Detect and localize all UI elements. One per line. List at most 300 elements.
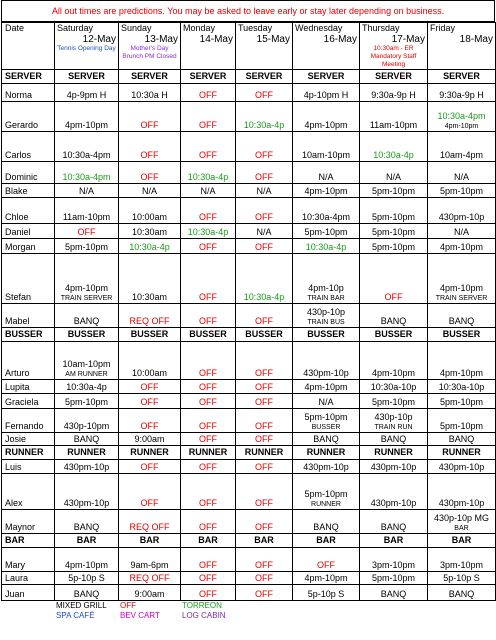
table-row — [2, 433, 496, 446]
shift-cell — [55, 433, 119, 446]
employee-name: Alex — [2, 474, 55, 510]
shift-text: 4p-10pm H — [303, 90, 349, 100]
shift-text: OFF — [77, 227, 96, 237]
shift-cell — [55, 239, 119, 254]
shift-text: 9am-6pm — [130, 560, 169, 570]
shift-cell — [428, 380, 496, 394]
shift-text: OFF — [255, 368, 273, 378]
shift-cell — [181, 510, 236, 534]
shift-cell — [119, 394, 181, 409]
shift-text: 4pm-10pm — [439, 368, 484, 378]
shift-cell — [293, 510, 360, 534]
shift-cell — [181, 460, 236, 474]
shift-text: 10:30a-4pm — [437, 111, 486, 121]
shift-text: N/A — [78, 186, 94, 196]
shift-text: OFF — [199, 522, 217, 532]
legend-bev-cart: BEV CART — [120, 611, 160, 620]
shift-cell — [119, 84, 181, 102]
day-name: Friday — [430, 23, 456, 33]
shift-cell — [360, 433, 428, 446]
section-row — [2, 534, 496, 548]
shift-text: OFF — [255, 316, 273, 326]
shift-cell — [236, 184, 293, 198]
shift-text: 5p-10p S — [443, 573, 480, 583]
shift-text: OFF — [255, 522, 273, 532]
table-row — [2, 162, 496, 184]
shift-cell — [181, 239, 236, 254]
shift-text: BANQ — [448, 589, 475, 599]
table-row — [2, 239, 496, 254]
shift-cell — [181, 102, 236, 132]
shift-text: 430pm-10p — [438, 498, 485, 508]
shift-text: 4pm-10pm — [304, 573, 348, 583]
shift-text: OFF — [199, 397, 217, 407]
shift-cell — [428, 572, 496, 585]
shift-text: BANQ — [73, 589, 100, 599]
shift-text: 4p-9pm H — [66, 90, 107, 100]
header-row — [2, 23, 496, 70]
shift-text: OFF — [199, 573, 217, 583]
shift-cell — [236, 132, 293, 162]
section-cell: BUSSER — [55, 328, 119, 342]
shift-text: 10:30a-4pm — [62, 150, 111, 160]
shift-cell — [236, 162, 293, 184]
employee-name: Maynor — [2, 510, 55, 534]
employee-name: Gerardo — [2, 102, 55, 132]
employee-name: Carlos — [2, 132, 55, 162]
table-row — [2, 342, 496, 380]
shift-text: 9:00am — [134, 434, 165, 444]
section-row — [2, 328, 496, 342]
shift-text: BANQ — [313, 522, 339, 532]
shift-cell — [293, 239, 360, 254]
employee-name: Arturo — [2, 342, 55, 380]
shift-text: 10:30a-4pm — [301, 212, 351, 222]
shift-text: OFF — [199, 90, 217, 100]
shift-text: 11am-10pm — [62, 212, 111, 222]
shift-text: N/A — [256, 227, 272, 237]
section-cell: SERVER — [181, 70, 236, 84]
shift-cell — [360, 102, 428, 132]
section-cell: BAR — [181, 534, 236, 548]
shift-cell — [428, 254, 496, 304]
shift-text: 10:30a-4pm — [62, 172, 111, 182]
shift-text: 10am-10pm — [301, 150, 351, 160]
table-row — [2, 394, 496, 409]
shift-text: 4pm-10pm — [64, 120, 109, 130]
day-note: Mother's Day Brunch PM Closed — [122, 45, 177, 60]
shift-cell — [55, 342, 119, 380]
shift-text: BANQ — [313, 434, 339, 444]
shift-cell — [55, 132, 119, 162]
shift-note: TRAIN RUN — [374, 424, 413, 431]
shift-cell — [360, 380, 428, 394]
shift-text: 9:30a-9p H — [371, 90, 416, 100]
shift-text: 430p-10p — [374, 412, 413, 422]
section-label: BUSSER — [2, 328, 55, 342]
shift-text: 10:30a-4p — [187, 172, 229, 182]
shift-cell — [236, 304, 293, 328]
shift-text: 5pm-10pm — [304, 227, 348, 237]
day-header — [428, 23, 496, 70]
employee-name: Chloe — [2, 198, 55, 224]
shift-text: 10:30a-4p — [187, 227, 229, 237]
shift-text: 10:30am — [131, 227, 168, 237]
shift-text: OFF — [255, 421, 273, 431]
shift-text: 4pm-10p — [308, 283, 344, 293]
shift-text: OFF — [255, 560, 273, 570]
day-date: 14-May — [199, 34, 233, 45]
employee-name: Fernando — [2, 409, 55, 433]
day-date: 13-May — [144, 34, 178, 45]
section-cell: RUNNER — [55, 446, 119, 460]
section-row — [2, 70, 496, 84]
shift-note: TRAIN SERVER — [435, 295, 488, 302]
shift-cell — [236, 460, 293, 474]
shift-cell — [428, 198, 496, 224]
legend-mixed-grill: MIXED GRILL — [56, 601, 107, 610]
shift-cell — [181, 84, 236, 102]
shift-cell — [55, 184, 119, 198]
shift-cell — [236, 224, 293, 239]
shift-cell — [293, 84, 360, 102]
shift-text: 10:30a-10p — [370, 382, 417, 392]
shift-cell — [55, 585, 119, 601]
shift-text: 10:00am — [131, 368, 168, 378]
shift-text: 430p-10p MG — [433, 513, 490, 523]
legend-log-cabin: LOG CABIN — [182, 611, 226, 620]
shift-cell — [360, 239, 428, 254]
shift-text: 5pm-10pm — [304, 412, 348, 422]
day-name: Monday — [183, 23, 216, 33]
employee-name: Luis — [2, 460, 55, 474]
shift-cell — [55, 394, 119, 409]
shift-cell — [236, 474, 293, 510]
shift-cell — [55, 510, 119, 534]
shift-cell — [181, 585, 236, 601]
shift-text: 5p-10p S — [307, 589, 345, 599]
shift-text: 5pm-10pm — [304, 489, 348, 499]
section-cell: BAR — [119, 534, 181, 548]
shift-cell — [293, 394, 360, 409]
shift-cell — [119, 548, 181, 572]
shift-text: 4pm-10pm — [371, 368, 416, 378]
shift-text: OFF — [199, 434, 217, 444]
shift-cell — [55, 304, 119, 328]
shift-cell — [119, 460, 181, 474]
shift-cell — [236, 510, 293, 534]
shift-cell — [236, 572, 293, 585]
shift-note: 4pm-10pm — [444, 123, 479, 130]
shift-text: BANQ — [380, 589, 407, 599]
employee-name: Mabel — [2, 304, 55, 328]
section-cell: SERVER — [236, 70, 293, 84]
shift-cell — [119, 409, 181, 433]
shift-text: 10:30a-4p — [305, 242, 347, 252]
shift-cell — [55, 409, 119, 433]
day-date: 16-May — [323, 34, 357, 45]
shift-cell — [428, 474, 496, 510]
shift-cell — [119, 162, 181, 184]
shift-cell — [360, 84, 428, 102]
table-row — [2, 184, 496, 198]
shift-text: OFF — [199, 498, 217, 508]
section-cell: SERVER — [55, 70, 119, 84]
shift-cell — [360, 198, 428, 224]
shift-cell — [55, 254, 119, 304]
shift-cell — [293, 572, 360, 585]
shift-cell — [360, 548, 428, 572]
shift-text: 5pm-10pm — [371, 397, 416, 407]
shift-text: 430pm-10p — [63, 462, 110, 472]
day-note: 10:30am - ER Mandatory Staff Meeting — [370, 45, 417, 68]
shift-text: 5pm-10pm — [64, 242, 109, 252]
shift-text: 10:30a-4p — [243, 120, 285, 130]
shift-text: OFF — [140, 150, 159, 160]
shift-text: 10:30a H — [131, 90, 168, 100]
shift-cell — [236, 394, 293, 409]
shift-text: 10:30a-4p — [243, 292, 285, 302]
shift-text: OFF — [384, 292, 403, 302]
shift-cell — [428, 84, 496, 102]
shift-cell — [119, 474, 181, 510]
shift-cell — [55, 198, 119, 224]
shift-text: 5pm-10pm — [439, 421, 484, 431]
shift-text: OFF — [140, 421, 159, 431]
shift-cell — [428, 460, 496, 474]
shift-text: 5pm-10pm — [371, 186, 416, 196]
shift-cell — [360, 510, 428, 534]
shift-text: N/A — [453, 172, 469, 182]
employee-name: Mary — [2, 548, 55, 572]
shift-cell — [428, 585, 496, 601]
shift-cell — [293, 342, 360, 380]
shift-note: TRAIN SERVER — [60, 295, 113, 302]
shift-cell — [428, 342, 496, 380]
shift-cell — [55, 102, 119, 132]
shift-cell — [119, 585, 181, 601]
shift-cell — [181, 474, 236, 510]
shift-text: OFF — [140, 172, 159, 182]
shift-cell — [55, 380, 119, 394]
shift-text: 10:00am — [131, 212, 168, 222]
day-header — [119, 23, 181, 70]
shift-cell — [360, 394, 428, 409]
shift-text: 430pm-10p — [438, 462, 485, 472]
shift-text: N/A — [318, 397, 334, 407]
shift-text: BANQ — [73, 316, 100, 326]
shift-cell — [293, 409, 360, 433]
day-date: 18-May — [459, 34, 493, 45]
shift-cell — [293, 474, 360, 510]
shift-cell — [360, 254, 428, 304]
shift-text: N/A — [453, 227, 469, 237]
shift-cell — [360, 132, 428, 162]
shift-text: OFF — [255, 434, 273, 444]
shift-cell — [236, 409, 293, 433]
shift-text: REQ OFF — [129, 522, 170, 532]
legend-spa-cafe: SPA CAFÉ — [56, 611, 95, 620]
employee-name: Blake — [2, 184, 55, 198]
day-date: 17-May — [391, 34, 425, 45]
shift-text: N/A — [141, 186, 157, 196]
shift-text: OFF — [199, 421, 217, 431]
shift-cell — [119, 342, 181, 380]
table-row — [2, 409, 496, 433]
shift-text: REQ OFF — [129, 573, 170, 583]
shift-cell — [181, 304, 236, 328]
shift-cell — [293, 380, 360, 394]
section-cell: BAR — [55, 534, 119, 548]
shift-cell — [428, 224, 496, 239]
shift-note: TRAIN BAR — [307, 295, 345, 302]
employee-name: Juan — [2, 585, 55, 601]
shift-text: 430pm-10p — [438, 212, 485, 222]
shift-text: OFF — [255, 498, 273, 508]
shift-cell — [428, 409, 496, 433]
section-cell: BUSSER — [293, 328, 360, 342]
section-cell: RUNNER — [293, 446, 360, 460]
shift-cell — [236, 84, 293, 102]
section-cell: RUNNER — [360, 446, 428, 460]
shift-cell — [236, 380, 293, 394]
shift-text: 10:30a-4p — [129, 242, 170, 252]
day-date: 15-May — [256, 34, 290, 45]
shift-cell — [293, 224, 360, 239]
shift-text: N/A — [318, 172, 334, 182]
shift-cell — [119, 572, 181, 585]
shift-cell — [119, 198, 181, 224]
shift-cell — [55, 224, 119, 239]
shift-cell — [119, 224, 181, 239]
table-row — [2, 84, 496, 102]
shift-text: 4pm-10pm — [64, 283, 109, 293]
day-name: Wednesday — [295, 23, 343, 33]
date-header: Date — [2, 23, 55, 70]
table-row — [2, 585, 496, 601]
shift-cell — [181, 380, 236, 394]
shift-cell — [293, 102, 360, 132]
day-name: Tuesday — [238, 23, 273, 33]
section-cell: SERVER — [119, 70, 181, 84]
shift-cell — [119, 102, 181, 132]
shift-text: 4pm-10pm — [439, 283, 484, 293]
shift-cell — [360, 224, 428, 239]
shift-text: 3pm-10pm — [371, 560, 416, 570]
shift-text: 3pm-10pm — [439, 560, 484, 570]
shift-cell — [360, 342, 428, 380]
table-row — [2, 254, 496, 304]
shift-cell — [293, 198, 360, 224]
section-row — [2, 446, 496, 460]
shift-text: BANQ — [73, 434, 100, 444]
shift-text: OFF — [255, 589, 273, 599]
schedule-sheet — [1, 0, 495, 621]
shift-text: BANQ — [380, 434, 407, 444]
shift-text: 5pm-10pm — [64, 397, 109, 407]
section-cell: BUSSER — [119, 328, 181, 342]
shift-text: BANQ — [380, 522, 407, 532]
shift-text: OFF — [199, 120, 217, 130]
shift-text: OFF — [199, 560, 217, 570]
shift-text: OFF — [199, 150, 217, 160]
shift-cell — [119, 254, 181, 304]
section-label: SERVER — [2, 70, 55, 84]
shift-cell — [181, 548, 236, 572]
shift-cell — [360, 162, 428, 184]
shift-cell — [119, 510, 181, 534]
shift-cell — [181, 409, 236, 433]
shift-text: 9:00am — [134, 589, 165, 599]
shift-text: 10:30a-4p — [373, 150, 414, 160]
shift-cell — [181, 394, 236, 409]
shift-cell — [181, 572, 236, 585]
shift-cell — [293, 304, 360, 328]
section-cell: BUSSER — [360, 328, 428, 342]
shift-cell — [293, 460, 360, 474]
table-row — [2, 548, 496, 572]
shift-cell — [236, 239, 293, 254]
day-note: Tennis Opening Day — [57, 45, 116, 52]
shift-text: 5pm-10pm — [439, 397, 484, 407]
shift-text: 430p-10pm — [63, 421, 110, 431]
shift-text: OFF — [199, 212, 217, 222]
shift-text: BANQ — [448, 434, 475, 444]
shift-cell — [236, 198, 293, 224]
shift-text: OFF — [255, 150, 273, 160]
table-row — [2, 132, 496, 162]
shift-cell — [236, 548, 293, 572]
shift-cell — [181, 224, 236, 239]
shift-text: 11am-10pm — [369, 120, 418, 130]
shift-cell — [55, 84, 119, 102]
shift-cell — [293, 184, 360, 198]
employee-name: Stefan — [2, 254, 55, 304]
shift-text: 5pm-10pm — [439, 186, 484, 196]
shift-text: 5p-10p S — [68, 573, 105, 583]
shift-cell — [428, 239, 496, 254]
shift-text: 4pm-10pm — [439, 242, 484, 252]
shift-text: OFF — [199, 589, 217, 599]
section-cell: RUNNER — [236, 446, 293, 460]
shift-cell — [293, 433, 360, 446]
section-cell: RUNNER — [428, 446, 496, 460]
shift-cell — [428, 184, 496, 198]
day-name: Saturday — [57, 23, 94, 33]
shift-cell — [181, 254, 236, 304]
shift-cell — [119, 184, 181, 198]
shift-cell — [55, 548, 119, 572]
shift-cell — [360, 474, 428, 510]
shift-note: RUNNER — [311, 501, 341, 508]
shift-cell — [360, 585, 428, 601]
shift-cell — [236, 585, 293, 601]
table-row — [2, 572, 496, 585]
shift-text: BANQ — [448, 316, 475, 326]
shift-cell — [119, 132, 181, 162]
day-header — [55, 23, 119, 70]
shift-cell — [360, 572, 428, 585]
shift-cell — [181, 342, 236, 380]
table-row — [2, 198, 496, 224]
legend-torreon: TORREON — [182, 601, 222, 610]
shift-text: OFF — [140, 382, 159, 392]
employee-name: Laura — [2, 572, 55, 585]
notice-banner: All out times are predictions. You may be asked to leave early or stay later depending on business. — [1, 0, 495, 22]
shift-text: OFF — [199, 382, 217, 392]
table-row — [2, 224, 496, 239]
shift-cell — [428, 394, 496, 409]
